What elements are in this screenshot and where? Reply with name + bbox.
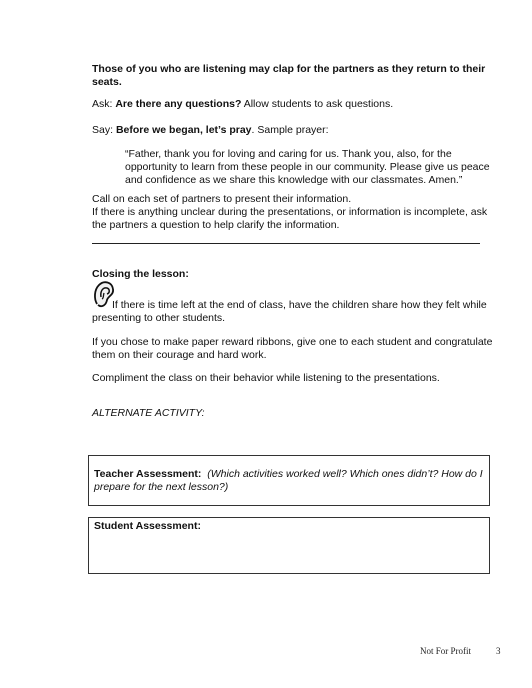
- ask-question: Are there any questions?: [115, 98, 242, 110]
- teacher-assessment-box[interactable]: [88, 455, 490, 506]
- ask-suffix: Allow students to ask questions.: [241, 98, 394, 110]
- clarify-instructions: If there is anything unclear during the presentations, or information is incomplete, ask the partners a question to help clarify the information.: [92, 206, 488, 231]
- page-number: 3: [496, 646, 501, 656]
- say-suffix: . Sample prayer:: [251, 124, 329, 136]
- say-prayer-cue: Before we began, let’s pray: [115, 124, 252, 136]
- teacher-assessment-text: [94, 468, 484, 494]
- closing-heading: Closing the lesson:: [92, 268, 189, 280]
- call-on-partners: Call on each set of partners to present their information.: [92, 193, 352, 205]
- alternate-activity: ALTERNATE ACTIVITY:: [92, 407, 205, 419]
- reward-ribbons-note: If you chose to make paper reward ribbons, give one to each student and congratulate them on their courage and hard work.: [92, 336, 493, 361]
- say-line: [92, 124, 492, 137]
- time-left-note: If there is time left at the end of class, have the children share how they felt while presenting to other students.: [92, 299, 487, 324]
- ask-prefix: Ask:: [92, 98, 116, 110]
- teacher-assessment-prompt: (Which activities worked well? Which ones didn’t? How do I prepare for the next lesson?): [94, 468, 483, 493]
- compliment-note: Compliment the class on their behavior while listening to the presentations.: [92, 372, 440, 384]
- ask-line: [92, 98, 492, 111]
- sample-prayer: “Father, thank you for loving and caring for us. Thank you, also, for the opportunity to learn from these people in our community. Please give us peace and confidence as we share this knowledge with our classmates. Amen.”: [125, 148, 490, 186]
- student-assessment-label: Student Assessment:: [94, 520, 201, 532]
- student-assessment-box[interactable]: [88, 517, 490, 574]
- teacher-assessment-label: Teacher Assessment:: [94, 468, 202, 480]
- section-divider: [92, 243, 480, 244]
- footer-note: Not For Profit: [420, 646, 472, 656]
- say-prefix: Say:: [92, 124, 116, 136]
- listeners-note: Those of you who are listening may clap for the partners as they return to their seats.: [92, 63, 486, 88]
